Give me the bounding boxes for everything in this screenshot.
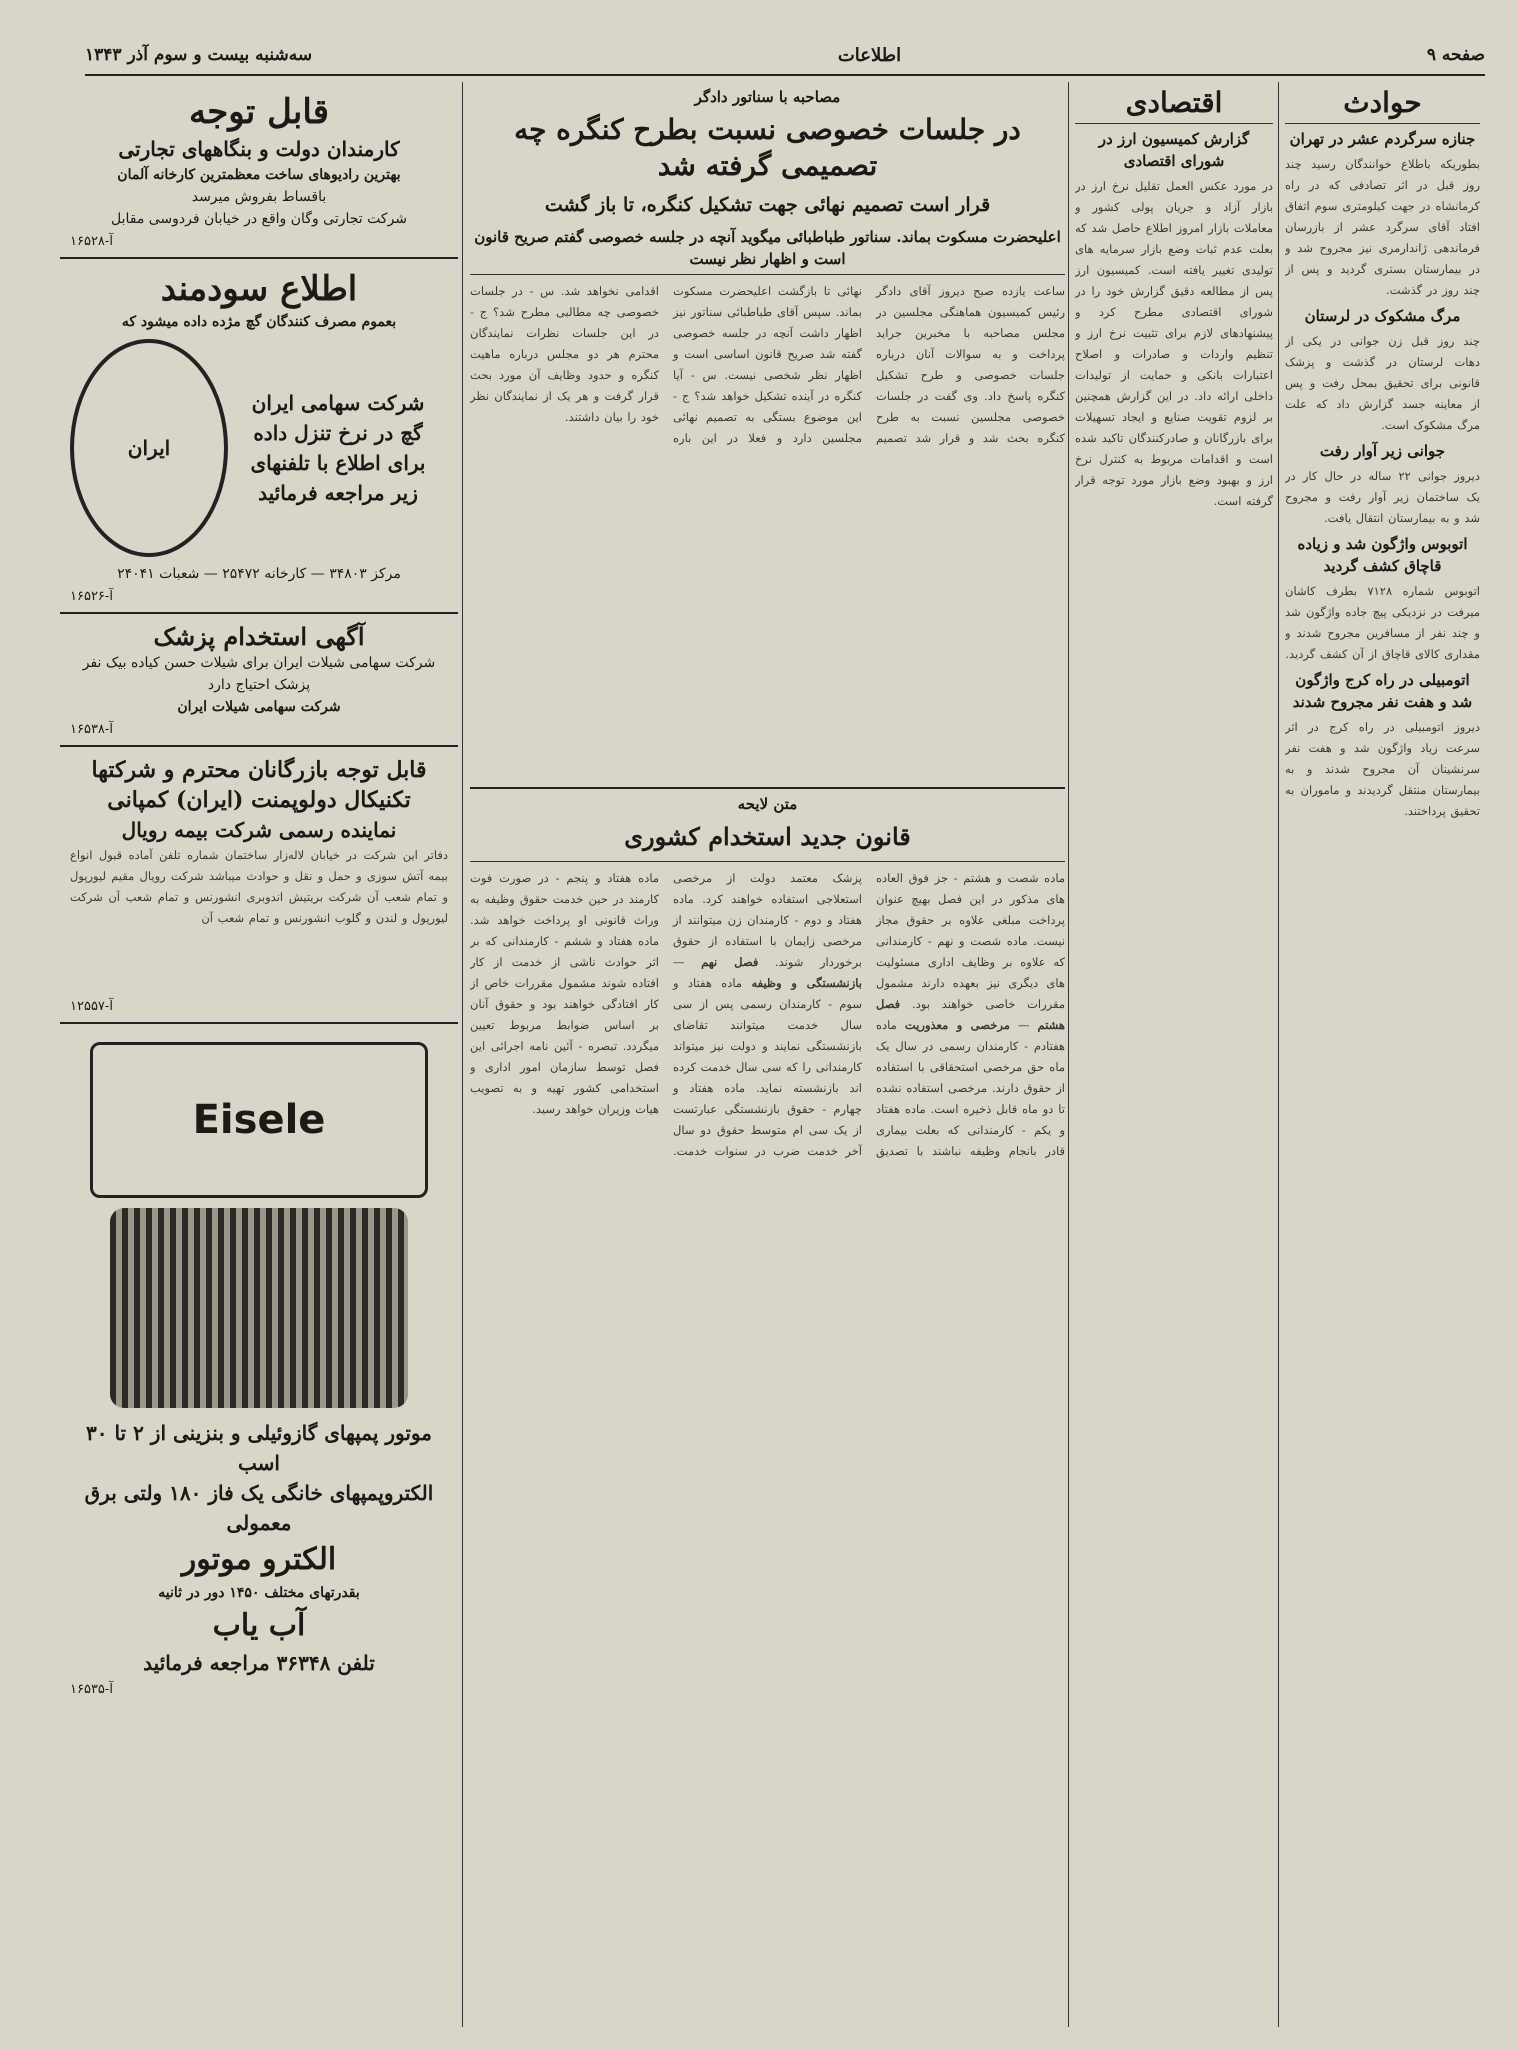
eisele-line3: الکترو موتور bbox=[181, 1542, 337, 1577]
events-section-title: حوادث bbox=[1285, 82, 1480, 124]
radio-ad-line2: باقساط بفروش میرسد bbox=[191, 189, 327, 205]
eisele-line2: الکتروپمپهای خانگی یک فاز ۱۸۰ ولتی برق معمولی bbox=[84, 1481, 434, 1535]
paper-name: اطلاعات bbox=[837, 44, 902, 66]
eisele-logo-icon bbox=[90, 1042, 428, 1198]
events-body-1: بطوریکه باطلاع خوانندگان رسید چند روز قبل در اثر تصادفی که در راه کرمانشاه در جهت کیلومتری سوم اتفاق افتاد آقای سرگرد عشر از بازرسان فرماندهی ژاندارمری نیز مجروح شد و در بیمارستان بستری گردید و پس از چند روز در گذشت. bbox=[1285, 157, 1480, 297]
interview-subheadline: قرار است تصمیم نهائی جهت تشکیل کنگره، تا باز گشت bbox=[544, 194, 991, 216]
law-body: ماده شصت و هشتم - جز فوق العاده های مذکور در این فصل بهیچ عنوان پرداخت مبلغی علاوه بر حقوق مجاز نیست. ماده شصت و نهم - کارمندانی که علاوه بر وظایف اداری مسئولیت های دیگری نیز بعهده دارند مشمول مقررات خاصی خواهند بود. فصل هشتم — مرخصی و معذوریت ماده هفتادم - کارمندان رسمی در سال یک ماه حق مرخصی استحقاقی با استفاده از حقوق دارند. مرخصی استفاده نشده تا دو ماه قابل ذخیره است. ماده هفتاد و یکم - کارمندانی که بعلت بیماری قادر بانجام وظیفه نباشند با تصدیق پزشک معتمد دولت از مرخصی استعلاجی استفاده خواهند کرد. ماده هفتاد و دوم - کارمندان زن میتوانند از مرخصی زایمان با استفاده از حقوق برخوردار شوند. فصل نهم — بازنشستگی و وظیفه ماده هفتاد و سوم - کارمندان رسمی پس از سی سال خدمت میتوانند تقاضای بازنشستگی نمایند و دولت نیز میتواند کارمندانی را که سی سال خدمت کرده اند بازنشسته نماید. ماده هفتاد و چهارم - حقوق بازنشستگی عبارتست از یک سی ام متوسط حقوق دو سال آخر خدمت ضرب در سنوات خدمت. ماده هفتاد و پنجم - در صورت فوت کارمند در حین خدمت حقوق وظیفه به وراث قانونی او پرداخت خواهد شد. ماده هفتاد و ششم - کارمندانی که بر اثر حوادث ناشی از خدمت از کار افتاده شوند مشمول مقررات خاص از کار افتادگی خواهند بود و حقوق آنان بر اساس ضوابط مربوط تعیین میگردد. تبصره - آئین نامه اجرائی این فصل توسط سازمان امور اداری و استخدامی کشور تهیه و به تصویب هیات وزیران خواهد رسید. bbox=[470, 871, 1065, 1158]
insurance-ad-code: آ-۱۲۵۵۷ bbox=[70, 999, 113, 1014]
interview-section bbox=[470, 82, 1065, 2027]
eisele-brand: Eisele bbox=[192, 1097, 326, 1143]
economics-headline: گزارش کمیسیون ارز در شورای اقتصادی bbox=[1098, 130, 1250, 170]
eisele-line1: موتور پمپهای گازوئیلی و بنزینی از ۲ تا ۳۰ اسب bbox=[86, 1421, 432, 1475]
gach-logo-icon bbox=[70, 339, 228, 557]
page-number: صفحه ۹ bbox=[1426, 45, 1485, 65]
eisele-line5: آب یاب bbox=[212, 1608, 306, 1643]
law-chapter-9: فصل نهم bbox=[701, 955, 759, 969]
column-rule bbox=[1278, 82, 1279, 2027]
events-body-5: دیروز اتومبیلی در راه کرج در اثر سرعت زیاد واژگون شد و هفت نفر سرنشینان آن مجروح شدند و به بیمارستان منتقل گردیدند و ماموران به تحقیق پرداختند. bbox=[1285, 720, 1480, 818]
interview-kicker: مصاحبه با سناتور دادگر bbox=[694, 88, 841, 106]
interview-headline: در جلسات خصوصی نسبت بطرح کنگره چه تصمیمی گرفته شد bbox=[514, 113, 1021, 182]
gach-ad-title: اطلاع سودمند bbox=[160, 269, 358, 309]
issue-date: سه‌شنبه بیست و سوم آذر ۱۳۴۳ bbox=[85, 45, 313, 65]
radio-ad bbox=[60, 82, 458, 259]
law-kicker: متن لایحه bbox=[737, 795, 798, 813]
gach-logo-text: ایران bbox=[127, 436, 171, 460]
pump-illustration-icon bbox=[110, 1208, 408, 1408]
doctor-ad-body: شرکت سهامی شیلات ایران برای شیلات حسن کیاده بیک نفر پزشک احتیاج دارد bbox=[82, 655, 436, 693]
doctor-ad-title: آگهی استخدام پزشک bbox=[153, 622, 365, 651]
events-column bbox=[1285, 82, 1480, 2027]
radio-ad-line: بهترین رادیوهای ساخت معظمترین کارخانه آلمان bbox=[117, 167, 401, 183]
column-rule bbox=[462, 82, 463, 2027]
ads-column bbox=[60, 82, 458, 2027]
masthead bbox=[85, 36, 1485, 76]
gach-ad-line1: شرکت سهامی ایران bbox=[251, 391, 425, 415]
radio-ad-title: قابل توجه bbox=[189, 92, 329, 132]
interview-deck: اعلیحضرت مسکوت بماند. سناتور طباطبائی میگوید آنچه در جلسه خصوصی گفتم صریح قانون است و اظهار نظر نیست bbox=[470, 222, 1065, 275]
insurance-ad-title: قابل توجه بازرگانان محترم و شرکتها bbox=[91, 757, 427, 783]
events-body-4: اتوبوس شماره ۷۱۲۸ بطرف کاشان میرفت در نزدیکی پیچ جاده واژگون شد و چند نفر از مسافرین مجروح شدند و مقداری کالای قاچاق از آن کشف گردید. bbox=[1285, 584, 1480, 661]
events-headline-3: جوانی زیر آوار رفت bbox=[1319, 442, 1446, 460]
law-chapter-8-title: مرخصی و معذوریت bbox=[904, 1018, 1010, 1032]
events-headline-1: جنازه سرگردم عشر در تهران bbox=[1289, 130, 1476, 148]
column-rule bbox=[1068, 82, 1069, 2027]
doctor-ad-sign: شرکت سهامی شیلات ایران bbox=[177, 699, 341, 715]
eisele-line6: تلفن ۳۶۳۴۸ مراجعه فرمائید bbox=[143, 1651, 375, 1675]
gach-ad-line2: گچ در نرخ تنزل داده bbox=[253, 421, 423, 445]
insurance-ad bbox=[60, 747, 458, 1024]
doctor-ad-code: آ-۱۶۵۳۸ bbox=[70, 722, 113, 737]
events-headline-4: اتوبوس واژگون شد و زیاده قاچاق کشف گردید bbox=[1297, 535, 1468, 575]
eisele-ad bbox=[60, 1024, 458, 1705]
insurance-ad-subtitle2: نماینده رسمی شرکت بیمه رویال bbox=[121, 818, 397, 842]
radio-ad-subtitle: کارمندان دولت و بنگاههای تجارتی bbox=[118, 137, 400, 161]
law-chapter-9-title: بازنشستگی و وظیفه bbox=[751, 976, 863, 990]
gach-ad-code: آ-۱۶۵۲۶ bbox=[70, 589, 113, 604]
gach-ad bbox=[60, 259, 458, 614]
law-title: قانون جدید استخدام کشوری bbox=[470, 819, 1065, 862]
gach-ad-subtitle: بعموم مصرف کنندگان گچ مژده داده میشود که bbox=[121, 314, 397, 330]
gach-ad-line3: برای اطلاع با تلفنهای bbox=[250, 451, 426, 475]
economics-column bbox=[1075, 82, 1273, 2027]
interview-body: ساعت یازده صبح دیروز آقای دادگر رئیس کمیسیون هماهنگی مجلسین در مجلس مصاحبه با مخبرین جراید پرداخت و به سوالات آنان درباره جلسات خصوصی و طرح تشکیل کنگره پاسخ داد. وی گفت در جلسات خصوصی مجلسین نسبت به طرح کنگره بحث شد و قرار شد تصمیم نهائی تا بازگشت اعلیحضرت مسکوت بماند. سپس آقای طباطبائی سناتور نیز اظهار داشت آنچه در جلسه خصوصی گفته شد صریح قانون اساسی است و اظهار نظر شخصی نیست. س - آیا کنگره در آینده تشکیل خواهد شد؟ ج - این موضوع بستگی به تصمیم نهائی مجلسین دارد و فعلا در این باره اقدامی نخواهد شد. س - در جلسات خصوصی چه مطالبی مطرح شد؟ ج - در این جلسات نظرات نمایندگان محترم هر دو مجلس درباره ماهیت کنگره و حدود وظایف آن مورد بحث قرار گرفت و هر یک از نمایندگان نظر خود را بیان داشتند. bbox=[470, 284, 1065, 445]
radio-ad-code: آ-۱۶۵۲۸ bbox=[70, 234, 113, 249]
events-body-3: دیروز جوانی ۲۲ ساله در حال کار در یک ساختمان زیر آوار رفت و مجروح شد و به بیمارستان انتقال یافت. bbox=[1285, 469, 1480, 525]
eisele-line4: بقدرتهای مختلف ۱۴۵۰ دور در ثانیه bbox=[158, 1585, 360, 1601]
economics-section-title: اقتصادی bbox=[1075, 82, 1273, 124]
economics-body: در مورد عکس العمل تقلیل نرخ ارز در بازار آزاد و جریان پولی کشور و معاملات بازار امروز اطلاع حاصل شد که بعلت عدم ثبات وضع بازار سرمایه های تولیدی تغییر یافته است. کمیسیون ارز پس از مطالعه دقیق گزارش خود را در شورای اقتصادی مطرح کرد و پیشنهادهای لازم برای تثبیت نرخ ارز و تنظیم واردات و صادرات و اصلاح اعتبارات بانکی و حمایت از تولیدات داخلی ارائه داد. در این گزارش همچنین بر لزوم تقویت صنایع و ایجاد تسهیلات برای بازرگانان و صادرکنندگان تاکید شده است و اقدامات مربوط به کنترل نرخ ارز و بهبود وضع بازار مورد توجه قرار گرفته است. bbox=[1075, 179, 1273, 508]
radio-ad-line3: شرکت تجارتی وگان واقع در خیابان فردوسی مقابل bbox=[110, 211, 408, 227]
doctor-ad bbox=[60, 614, 458, 747]
insurance-ad-subtitle: تکنیکال دولوپمنت (ایران) کمپانی bbox=[107, 787, 411, 813]
gach-ad-phones: مرکز ۳۴۸۰۳ — کارخانه ۲۵۴۷۲ — شعبات ۲۴۰۴۱ bbox=[117, 566, 401, 582]
eisele-code: آ-۱۶۵۳۵ bbox=[70, 1682, 113, 1697]
events-headline-2: مرگ مشکوک در لرستان bbox=[1304, 307, 1461, 325]
events-headline-5: اتومبیلی در راه کرج واژگون شد و هفت نفر مجروح شدند bbox=[1292, 671, 1473, 711]
law-chapter-8: فصل هشتم bbox=[876, 997, 1065, 1032]
insurance-ad-body: دفاتر این شرکت در خیابان لاله‌زار ساختمان شماره تلفن آماده قبول انواع بیمه آتش سوزی و حمل و نقل و حوادث میباشد شرکت رویال مقیم لیورپول و تمام شعب آن شرکت بریتیش اندوبری انشورنس و تمام شعب آن شرکت لیورپول و لندن و گلوب انشورنس و تمام شعب آن bbox=[70, 848, 448, 925]
events-body-2: چند روز قبل زن جوانی در یکی از دهات لرستان در گذشت و پزشک قانونی برای تحقیق بمحل رفت و پس از معاینه جسد گزارش داد که علت مرگ مشکوک است. bbox=[1285, 334, 1480, 432]
gach-ad-line4: زیر مراجعه فرمائید bbox=[258, 481, 418, 505]
